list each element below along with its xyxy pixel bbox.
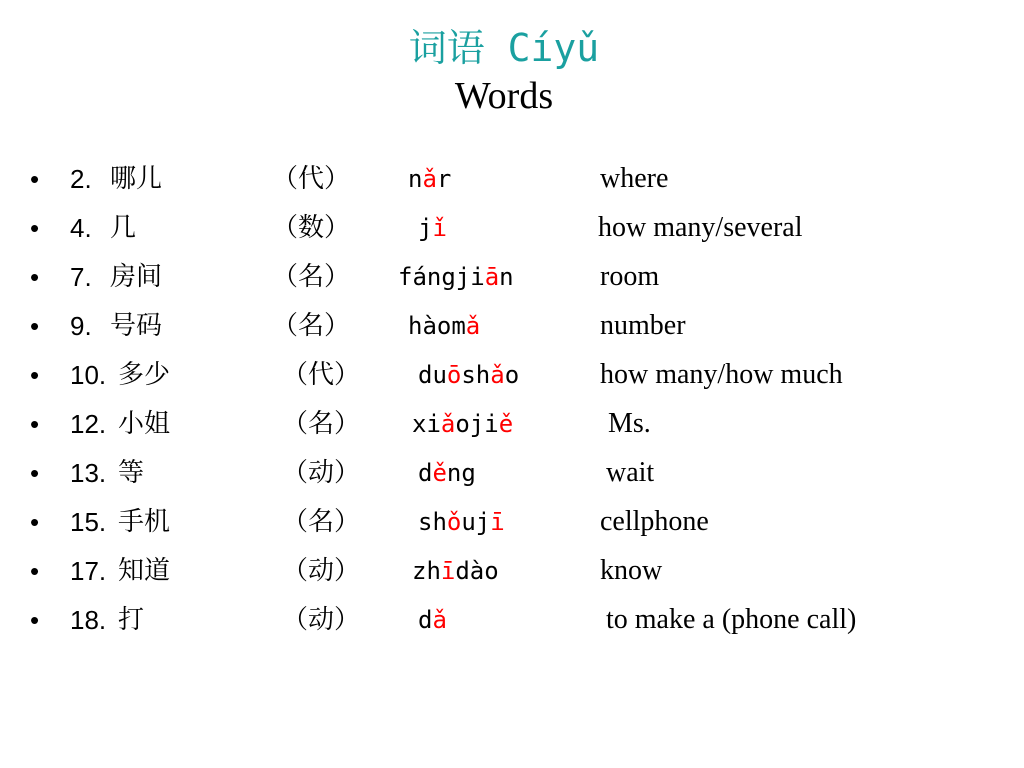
vocab-meaning: Ms. [608, 408, 651, 439]
pinyin-segment: dào [455, 557, 499, 585]
bullet-icon: • [30, 164, 40, 194]
vocab-pinyin [408, 308, 480, 344]
pinyin-segment: uj [461, 508, 491, 536]
pinyin-tone-mark: ō [446, 361, 462, 389]
pinyin-tone-mark: ǎ [432, 606, 447, 634]
slide-title [0, 22, 1008, 118]
vocab-pinyin [418, 504, 505, 540]
vocab-part-of-speech: （名） [272, 311, 351, 341]
vocab-hanzi: 多少 [118, 360, 171, 390]
vocab-hanzi: 哪儿 [110, 164, 163, 194]
vocab-row [0, 155, 1024, 204]
vocab-hanzi: 小姐 [118, 409, 171, 439]
vocab-meaning: cellphone [600, 506, 709, 537]
vocab-part-of-speech: （名） [282, 409, 361, 439]
pinyin-segment: xi [412, 410, 441, 438]
title-english: Words [454, 75, 554, 117]
pinyin-tone-mark: ǎ [440, 410, 456, 438]
pinyin-tone-mark: ě [498, 410, 514, 438]
vocab-row [0, 351, 1024, 400]
vocab-number: 18. [70, 605, 107, 635]
vocab-number: 9. [70, 311, 92, 341]
vocab-meaning: know [600, 555, 663, 586]
pinyin-segment: oji [455, 410, 499, 438]
vocab-hanzi: 几 [110, 213, 137, 243]
pinyin-segment: d [418, 459, 433, 487]
vocab-number: 7. [70, 262, 92, 292]
pinyin-tone-mark: ǎ [490, 361, 505, 389]
vocab-number: 12. [70, 409, 107, 439]
pinyin-segment: j [418, 214, 433, 242]
vocab-row [0, 498, 1024, 547]
vocab-pinyin [418, 602, 447, 638]
pinyin-segment: hàom [408, 312, 466, 340]
vocab-row [0, 547, 1024, 596]
vocab-meaning: number [600, 310, 686, 341]
vocab-part-of-speech: （名） [282, 507, 361, 537]
pinyin-segment: n [499, 263, 514, 291]
pinyin-segment: zh [412, 557, 441, 585]
vocab-meaning: wait [606, 457, 655, 488]
vocab-meaning: how many/how much [600, 359, 843, 390]
pinyin-segment: ng [446, 459, 476, 487]
vocab-part-of-speech: （代） [272, 164, 351, 194]
pinyin-tone-mark: ǐ [432, 214, 447, 242]
vocab-pinyin [412, 406, 513, 442]
vocab-number: 10. [70, 360, 107, 390]
bullet-icon: • [30, 213, 40, 243]
pinyin-segment: sh [418, 508, 447, 536]
bullet-icon: • [30, 311, 40, 341]
pinyin-tone-mark: ě [432, 459, 447, 487]
pinyin-tone-mark: ǎ [465, 312, 481, 340]
vocab-number: 2. [70, 164, 92, 194]
vocab-row [0, 596, 1024, 645]
pinyin-tone-mark: ǎ [422, 165, 437, 193]
vocab-pinyin [418, 357, 519, 393]
vocab-row [0, 449, 1024, 498]
vocab-part-of-speech: （数） [272, 213, 351, 243]
pinyin-segment: du [418, 361, 447, 389]
vocab-hanzi: 房间 [110, 262, 163, 292]
bullet-icon: • [30, 507, 40, 537]
vocab-part-of-speech: （名） [272, 262, 351, 292]
vocab-pinyin [408, 161, 451, 197]
pinyin-tone-mark: ǒ [446, 508, 462, 536]
vocab-hanzi: 打 [118, 605, 145, 635]
bullet-icon: • [30, 409, 40, 439]
vocab-hanzi: 手机 [118, 507, 171, 537]
vocab-part-of-speech: （代） [282, 360, 361, 390]
vocab-row [0, 400, 1024, 449]
pinyin-segment: d [418, 606, 433, 634]
vocab-hanzi: 等 [118, 458, 145, 488]
vocab-row [0, 302, 1024, 351]
pinyin-segment: r [436, 165, 452, 193]
vocab-pinyin [412, 553, 499, 589]
bullet-icon: • [30, 458, 40, 488]
bullet-icon: • [30, 556, 40, 586]
vocab-number: 13. [70, 458, 107, 488]
bullet-icon: • [30, 360, 40, 390]
vocab-meaning: where [600, 163, 669, 194]
vocab-part-of-speech: （动） [282, 556, 361, 586]
pinyin-tone-mark: ī [490, 508, 505, 536]
vocabulary-list [0, 155, 1024, 645]
pinyin-segment: o [504, 361, 520, 389]
vocab-meaning: to make a (phone call) [606, 604, 857, 635]
vocab-number: 4. [70, 213, 92, 243]
pinyin-segment: fángji [398, 263, 485, 291]
bullet-icon: • [30, 262, 40, 292]
vocab-row [0, 253, 1024, 302]
bullet-icon: • [30, 605, 40, 635]
pinyin-tone-mark: ā [484, 263, 500, 291]
vocab-pinyin [418, 210, 447, 246]
vocab-part-of-speech: （动） [282, 605, 361, 635]
vocab-part-of-speech: （动） [282, 458, 361, 488]
vocab-meaning: room [600, 261, 660, 292]
vocab-pinyin [398, 259, 514, 295]
vocab-meaning: how many/several [598, 212, 803, 243]
vocab-number: 15. [70, 507, 107, 537]
pinyin-tone-mark: ī [440, 557, 456, 585]
pinyin-segment: n [408, 165, 423, 193]
vocab-row [0, 204, 1024, 253]
vocab-pinyin [418, 455, 476, 491]
vocab-number: 17. [70, 556, 107, 586]
title-chinese: 词语 Cíyǔ [408, 26, 600, 70]
pinyin-segment: sh [461, 361, 491, 389]
vocab-hanzi: 号码 [110, 311, 163, 341]
vocab-hanzi: 知道 [118, 556, 171, 586]
